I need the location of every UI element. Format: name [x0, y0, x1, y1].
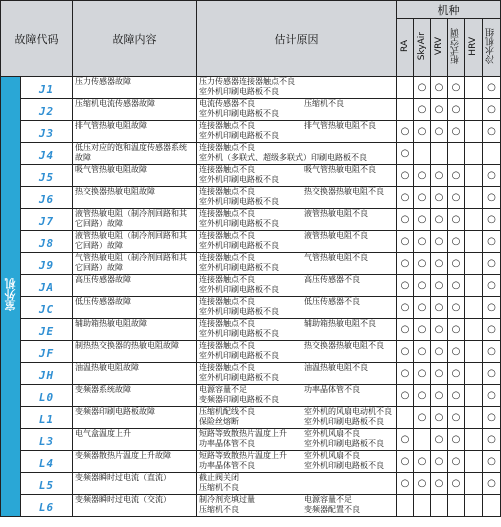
estimated-cause	[197, 121, 397, 143]
estimated-cause	[197, 143, 397, 165]
estimated-cause	[197, 165, 397, 187]
cause-text: 连接器触点不良	[199, 231, 255, 240]
estimated-cause	[197, 231, 397, 253]
fault-content: 变频器瞬时过电流（直流）	[73, 473, 197, 495]
model-support-mark: ○	[397, 297, 414, 319]
cause-text: 室外机印刷电路板不良	[199, 175, 279, 184]
table-row	[1, 99, 501, 121]
error-code-cell	[21, 231, 73, 253]
fault-content: 热交换器热敏电阻故障	[73, 187, 197, 209]
table-row	[1, 187, 501, 209]
model-support-mark: ○	[431, 341, 448, 363]
model-support-mark: ○	[483, 77, 501, 99]
table-row	[1, 407, 501, 429]
model-support-mark: ○	[483, 253, 501, 275]
cause-text: 室外机风扇不良	[304, 429, 360, 438]
fault-content: 辅助箱热敏电阻故障	[73, 319, 197, 341]
cause-text: 室外机印刷电路板不良	[199, 219, 279, 228]
model-support-mark: ○	[397, 143, 414, 165]
cause-text: 油温热敏电阻不良	[304, 363, 368, 372]
estimated-cause	[197, 77, 397, 99]
model-support-mark: ○	[483, 231, 501, 253]
model-support-mark	[465, 385, 483, 407]
model-support-mark	[483, 143, 501, 165]
cause-text: 短路等致散热片温度上升	[199, 451, 287, 460]
model-support-mark: ○	[397, 187, 414, 209]
model-support-mark: ○	[431, 77, 448, 99]
estimated-cause	[197, 297, 397, 319]
cause-text: 低压传感器不良	[304, 297, 360, 306]
cause-text: 室外机印刷电路板不良	[304, 439, 384, 448]
model-support-mark: ○	[448, 451, 465, 473]
model-support-mark	[465, 165, 483, 187]
error-code: L6	[38, 501, 55, 514]
cause-text: 短路等致散热片温度上升	[199, 429, 287, 438]
model-support-mark: ○	[448, 187, 465, 209]
col-header-code: 故障代码	[1, 1, 73, 77]
model-support-mark: ○	[483, 429, 501, 451]
cause-text: 室外机（多联式、超级多联式）印刷电路板不良	[199, 153, 367, 162]
table-row	[1, 297, 501, 319]
model-support-mark: ○	[397, 451, 414, 473]
model-support-mark: ○	[414, 253, 431, 275]
col-header-cause: 估计原因	[197, 1, 397, 77]
table-row	[1, 275, 501, 297]
error-code: L5	[38, 479, 55, 492]
model-support-mark: ○	[448, 407, 465, 429]
estimated-cause	[197, 407, 397, 429]
table-row	[1, 121, 501, 143]
fault-content: 变频器印刷电路板故障	[73, 407, 197, 429]
estimated-cause	[197, 473, 397, 495]
model-support-mark: ○	[431, 121, 448, 143]
cause-text: 室外机印刷电路板不良	[199, 109, 279, 118]
model-support-mark: ○	[431, 451, 448, 473]
model-support-mark: ○	[431, 231, 448, 253]
col-header-model: 机种	[397, 1, 501, 19]
model-support-mark	[397, 77, 414, 99]
model-support-mark: ○	[414, 297, 431, 319]
error-code-cell	[21, 77, 73, 99]
estimated-cause	[197, 319, 397, 341]
error-code: J2	[38, 105, 55, 118]
error-code-cell	[21, 275, 73, 297]
error-code: J5	[38, 171, 55, 184]
cause-text: 室外机的风扇电动机不良	[304, 407, 392, 416]
model-support-mark	[465, 297, 483, 319]
col-header-model-1: SkyAir	[414, 19, 431, 77]
error-code: JC	[38, 303, 55, 316]
model-support-mark: ○	[483, 473, 501, 495]
model-support-mark: ○	[397, 253, 414, 275]
cause-text: 气管热敏电阻不良	[304, 253, 368, 262]
fault-content: 压力传感器故障	[73, 77, 197, 99]
cause-text: 连接器触点不良	[199, 297, 255, 306]
model-support-mark: ○	[414, 231, 431, 253]
model-support-mark: ○	[414, 407, 431, 429]
model-support-mark: ○	[397, 363, 414, 385]
model-support-mark: ○	[414, 363, 431, 385]
model-support-mark: ○	[483, 363, 501, 385]
model-support-mark: ○	[397, 209, 414, 231]
cause-text: 室外机印刷电路板不良	[199, 373, 279, 382]
table-row	[1, 385, 501, 407]
model-support-mark: ○	[431, 99, 448, 121]
model-support-mark	[465, 121, 483, 143]
error-code-cell	[21, 473, 73, 495]
estimated-cause	[197, 385, 397, 407]
cause-text: 压缩机不良	[304, 99, 344, 108]
model-support-mark: ○	[483, 275, 501, 297]
cause-text: 室外机印刷电路板不良	[199, 197, 279, 206]
model-support-mark	[465, 495, 483, 517]
cause-text: 制冷剂充填过量	[199, 495, 255, 504]
model-support-mark: ○	[483, 451, 501, 473]
cause-text: 辅助箱热敏电阻不良	[304, 319, 376, 328]
cause-text: 连接器触点不良	[199, 143, 255, 152]
model-support-mark: ○	[414, 275, 431, 297]
cause-text: 室外机印刷电路板不良	[304, 417, 384, 426]
cause-text: 吸气管热敏电阻不良	[304, 165, 376, 174]
error-code-cell	[21, 495, 73, 517]
table-row	[1, 363, 501, 385]
error-code: L3	[38, 435, 55, 448]
cause-text: 室外机印刷电路板不良	[199, 285, 279, 294]
cause-text: 室外机印刷电路板不良	[304, 461, 384, 470]
model-support-mark	[448, 143, 465, 165]
model-support-mark: ○	[414, 341, 431, 363]
cause-text: 连接器触点不良	[199, 341, 255, 350]
table-row	[1, 143, 501, 165]
model-support-mark: ○	[431, 385, 448, 407]
col-header-model-2: VRV	[431, 19, 448, 77]
table-row	[1, 319, 501, 341]
model-support-mark	[465, 473, 483, 495]
model-support-mark: ○	[414, 385, 431, 407]
error-code: J8	[38, 237, 55, 250]
table-row	[1, 209, 501, 231]
fault-content: 变频器散热片温度上升故障	[73, 451, 197, 473]
estimated-cause	[197, 209, 397, 231]
cause-text: 连接器触点不良	[199, 187, 255, 196]
model-support-mark: ○	[414, 99, 431, 121]
cause-text: 高压传感器不良	[304, 275, 360, 284]
error-code-cell	[21, 451, 73, 473]
fault-content: 电气盒温度上升	[73, 429, 197, 451]
model-support-mark: ○	[397, 165, 414, 187]
model-support-mark	[414, 143, 431, 165]
model-support-mark	[465, 275, 483, 297]
error-code-cell	[21, 385, 73, 407]
cause-text: 连接器触点不良	[199, 253, 255, 262]
model-support-mark: ○	[431, 473, 448, 495]
error-code: J7	[38, 215, 55, 228]
fault-content: 排气管热敏电阻故障	[73, 121, 197, 143]
table-row	[1, 253, 501, 275]
model-support-mark: ○	[483, 341, 501, 363]
model-support-mark: ○	[448, 77, 465, 99]
cause-text: 室外机印刷电路板不良	[199, 307, 279, 316]
error-code: J3	[38, 127, 55, 140]
cause-text: 室外机印刷电路板不良	[199, 131, 279, 140]
error-code-cell	[21, 297, 73, 319]
cause-text: 室外机印刷电路板不良	[199, 351, 279, 360]
estimated-cause	[197, 429, 397, 451]
error-code-cell	[21, 165, 73, 187]
error-code: JA	[38, 281, 55, 294]
error-code-cell	[21, 429, 73, 451]
model-support-mark	[465, 77, 483, 99]
model-support-mark: ○	[448, 275, 465, 297]
error-code: J6	[38, 193, 55, 206]
table-row	[1, 451, 501, 473]
model-support-mark	[397, 495, 414, 517]
fault-content: 低压对应的饱和温度传感器系统故障	[73, 143, 197, 165]
model-support-mark	[465, 209, 483, 231]
error-code-cell	[21, 407, 73, 429]
model-support-mark	[465, 253, 483, 275]
error-code-cell	[21, 363, 73, 385]
col-header-model-0: RA	[397, 19, 414, 77]
model-support-mark	[465, 143, 483, 165]
model-support-mark: ○	[397, 231, 414, 253]
error-code-cell	[21, 341, 73, 363]
error-code-cell	[21, 121, 73, 143]
estimated-cause	[197, 341, 397, 363]
cause-text: 液管热敏电阻不良	[304, 231, 368, 240]
cause-text: 热交换器热敏电阻不良	[304, 187, 384, 196]
error-code: J4	[38, 149, 55, 162]
model-support-mark: ○	[483, 121, 501, 143]
cause-text: 连接器触点不良	[199, 165, 255, 174]
cause-text: 室外机印刷电路板不良	[199, 241, 279, 250]
model-support-mark: ○	[448, 165, 465, 187]
model-support-mark: ○	[448, 341, 465, 363]
cause-text: 压缩机配线不良	[199, 407, 255, 416]
model-support-mark	[483, 495, 501, 517]
estimated-cause	[197, 187, 397, 209]
model-support-mark: ○	[397, 429, 414, 451]
model-support-mark: ○	[414, 165, 431, 187]
model-support-mark: ○	[448, 319, 465, 341]
table-row	[1, 231, 501, 253]
model-support-mark: ○	[414, 77, 431, 99]
model-support-mark: ○	[414, 121, 431, 143]
error-code: JE	[38, 325, 55, 338]
col-header-model-5: 冷水机组	[483, 19, 501, 77]
table-row	[1, 473, 501, 495]
cause-text: 截止阀关闭	[199, 473, 239, 482]
model-support-mark: ○	[483, 385, 501, 407]
cause-text: 连接器触点不良	[199, 363, 255, 372]
model-support-mark: ○	[448, 429, 465, 451]
table-row	[1, 341, 501, 363]
model-support-mark	[414, 429, 431, 451]
model-support-mark: ○	[431, 297, 448, 319]
model-support-mark	[465, 363, 483, 385]
model-support-mark	[465, 319, 483, 341]
model-support-mark	[465, 407, 483, 429]
estimated-cause	[197, 275, 397, 297]
model-support-mark: ○	[448, 121, 465, 143]
cause-text: 功率晶体管不良	[304, 385, 360, 394]
model-support-mark	[397, 99, 414, 121]
cause-text: 功率晶体管不良	[199, 439, 255, 448]
cause-text: 排气管热敏电阻不良	[304, 121, 376, 130]
cause-text: 压缩机不良	[199, 483, 239, 492]
model-support-mark: ○	[448, 253, 465, 275]
fault-content: 气管热敏电阻（制冷剂回路和其它回路）故障	[73, 253, 197, 275]
model-support-mark: ○	[397, 121, 414, 143]
model-support-mark	[465, 429, 483, 451]
cause-text: 压缩机不良	[199, 505, 239, 514]
model-support-mark	[465, 231, 483, 253]
model-support-mark: ○	[431, 429, 448, 451]
model-support-mark: ○	[483, 407, 501, 429]
model-support-mark: ○	[414, 473, 431, 495]
model-support-mark: ○	[414, 187, 431, 209]
col-header-model-3: 柜式空调	[448, 19, 465, 77]
fault-content: 变频器瞬时过电流（交流）	[73, 495, 197, 517]
model-support-mark	[465, 99, 483, 121]
model-support-mark: ○	[397, 319, 414, 341]
model-support-mark: ○	[397, 341, 414, 363]
model-support-mark	[397, 407, 414, 429]
model-support-mark	[414, 495, 431, 517]
fault-content: 压缩机电流传感器故障	[73, 99, 197, 121]
model-support-mark	[431, 143, 448, 165]
model-support-mark: ○	[448, 99, 465, 121]
estimated-cause	[197, 451, 397, 473]
cause-text: 压力传感器连接器触点不良	[199, 77, 295, 86]
error-code-cell	[21, 319, 73, 341]
error-code-cell	[21, 143, 73, 165]
col-header-content: 故障内容	[73, 1, 197, 77]
cause-text: 室外机风扇不良	[304, 451, 360, 460]
model-support-mark: ○	[431, 407, 448, 429]
model-support-mark: ○	[483, 99, 501, 121]
fault-content: 吸气管热敏电阻故障	[73, 165, 197, 187]
outdoor-unit-side-label: 室外机	[1, 77, 21, 517]
cause-text: 变频器配置不良	[304, 505, 360, 514]
cause-text: 液管热敏电阻不良	[304, 209, 368, 218]
model-support-mark: ○	[431, 319, 448, 341]
model-support-mark: ○	[483, 319, 501, 341]
fault-content: 制热热交换器的热敏电阻故障	[73, 341, 197, 363]
model-support-mark: ○	[431, 187, 448, 209]
model-support-mark: ○	[483, 187, 501, 209]
model-support-mark: ○	[448, 473, 465, 495]
error-code: L1	[38, 413, 55, 426]
estimated-cause	[197, 99, 397, 121]
cause-text: 电流传感器不良	[199, 99, 255, 108]
model-support-mark: ○	[431, 209, 448, 231]
cause-text: 连接器触点不良	[199, 319, 255, 328]
fault-content: 高压传感器故障	[73, 275, 197, 297]
error-code: J1	[38, 83, 55, 96]
error-code: JF	[38, 347, 55, 360]
table-row	[1, 77, 501, 99]
cause-text: 连接器触点不良	[199, 275, 255, 284]
error-code: L4	[38, 457, 55, 470]
model-support-mark: ○	[414, 209, 431, 231]
cause-text: 保险丝熔断	[199, 417, 239, 426]
cause-text: 功率晶体管不良	[199, 461, 255, 470]
fault-content: 低压传感器故障	[73, 297, 197, 319]
error-code-cell	[21, 253, 73, 275]
fault-content: 变频器系统故障	[73, 385, 197, 407]
model-support-mark: ○	[448, 385, 465, 407]
model-support-mark: ○	[414, 451, 431, 473]
cause-text: 室外机印刷电路板不良	[199, 263, 279, 272]
model-support-mark	[465, 341, 483, 363]
error-code: JH	[38, 369, 55, 382]
table-row	[1, 165, 501, 187]
model-support-mark: ○	[397, 473, 414, 495]
error-code: L0	[38, 391, 55, 404]
model-support-mark: ○	[397, 385, 414, 407]
model-support-mark	[465, 187, 483, 209]
cause-text: 室外机印刷电路板不良	[199, 87, 279, 96]
cause-text: 变频器印刷电路板不良	[199, 395, 279, 404]
model-support-mark: ○	[431, 275, 448, 297]
model-support-mark: ○	[483, 209, 501, 231]
cause-text: 室外机印刷电路板不良	[199, 329, 279, 338]
error-code: J9	[38, 259, 55, 272]
model-support-mark: ○	[448, 209, 465, 231]
col-header-model-4: HRV	[465, 19, 483, 77]
model-support-mark: ○	[448, 297, 465, 319]
model-support-mark: ○	[431, 165, 448, 187]
model-support-mark	[465, 451, 483, 473]
error-code-cell	[21, 187, 73, 209]
model-support-mark: ○	[448, 363, 465, 385]
estimated-cause	[197, 495, 397, 517]
cause-text: 连接器触点不良	[199, 209, 255, 218]
model-support-mark: ○	[397, 275, 414, 297]
model-support-mark: ○	[483, 165, 501, 187]
estimated-cause	[197, 253, 397, 275]
model-support-mark	[448, 495, 465, 517]
model-support-mark: ○	[483, 297, 501, 319]
cause-text: 连接器触点不良	[199, 121, 255, 130]
error-code-cell	[21, 99, 73, 121]
fault-content: 液管热敏电阻（制冷剂回路和其它回路）故障	[73, 231, 197, 253]
model-support-mark: ○	[448, 231, 465, 253]
fault-content: 液管热敏电阻（制冷剂回路和其它回路）故障	[73, 209, 197, 231]
table-row	[1, 429, 501, 451]
cause-text: 电源容量不足	[199, 385, 247, 394]
error-code-cell	[21, 209, 73, 231]
model-support-mark: ○	[431, 253, 448, 275]
cause-text: 热交换器热敏电阻不良	[304, 341, 384, 350]
estimated-cause	[197, 363, 397, 385]
model-support-mark: ○	[431, 363, 448, 385]
cause-text: 电源容量不足	[304, 495, 352, 504]
model-support-mark	[431, 495, 448, 517]
table-row	[1, 495, 501, 517]
model-support-mark: ○	[414, 319, 431, 341]
fault-content: 油温热敏电阻故障	[73, 363, 197, 385]
